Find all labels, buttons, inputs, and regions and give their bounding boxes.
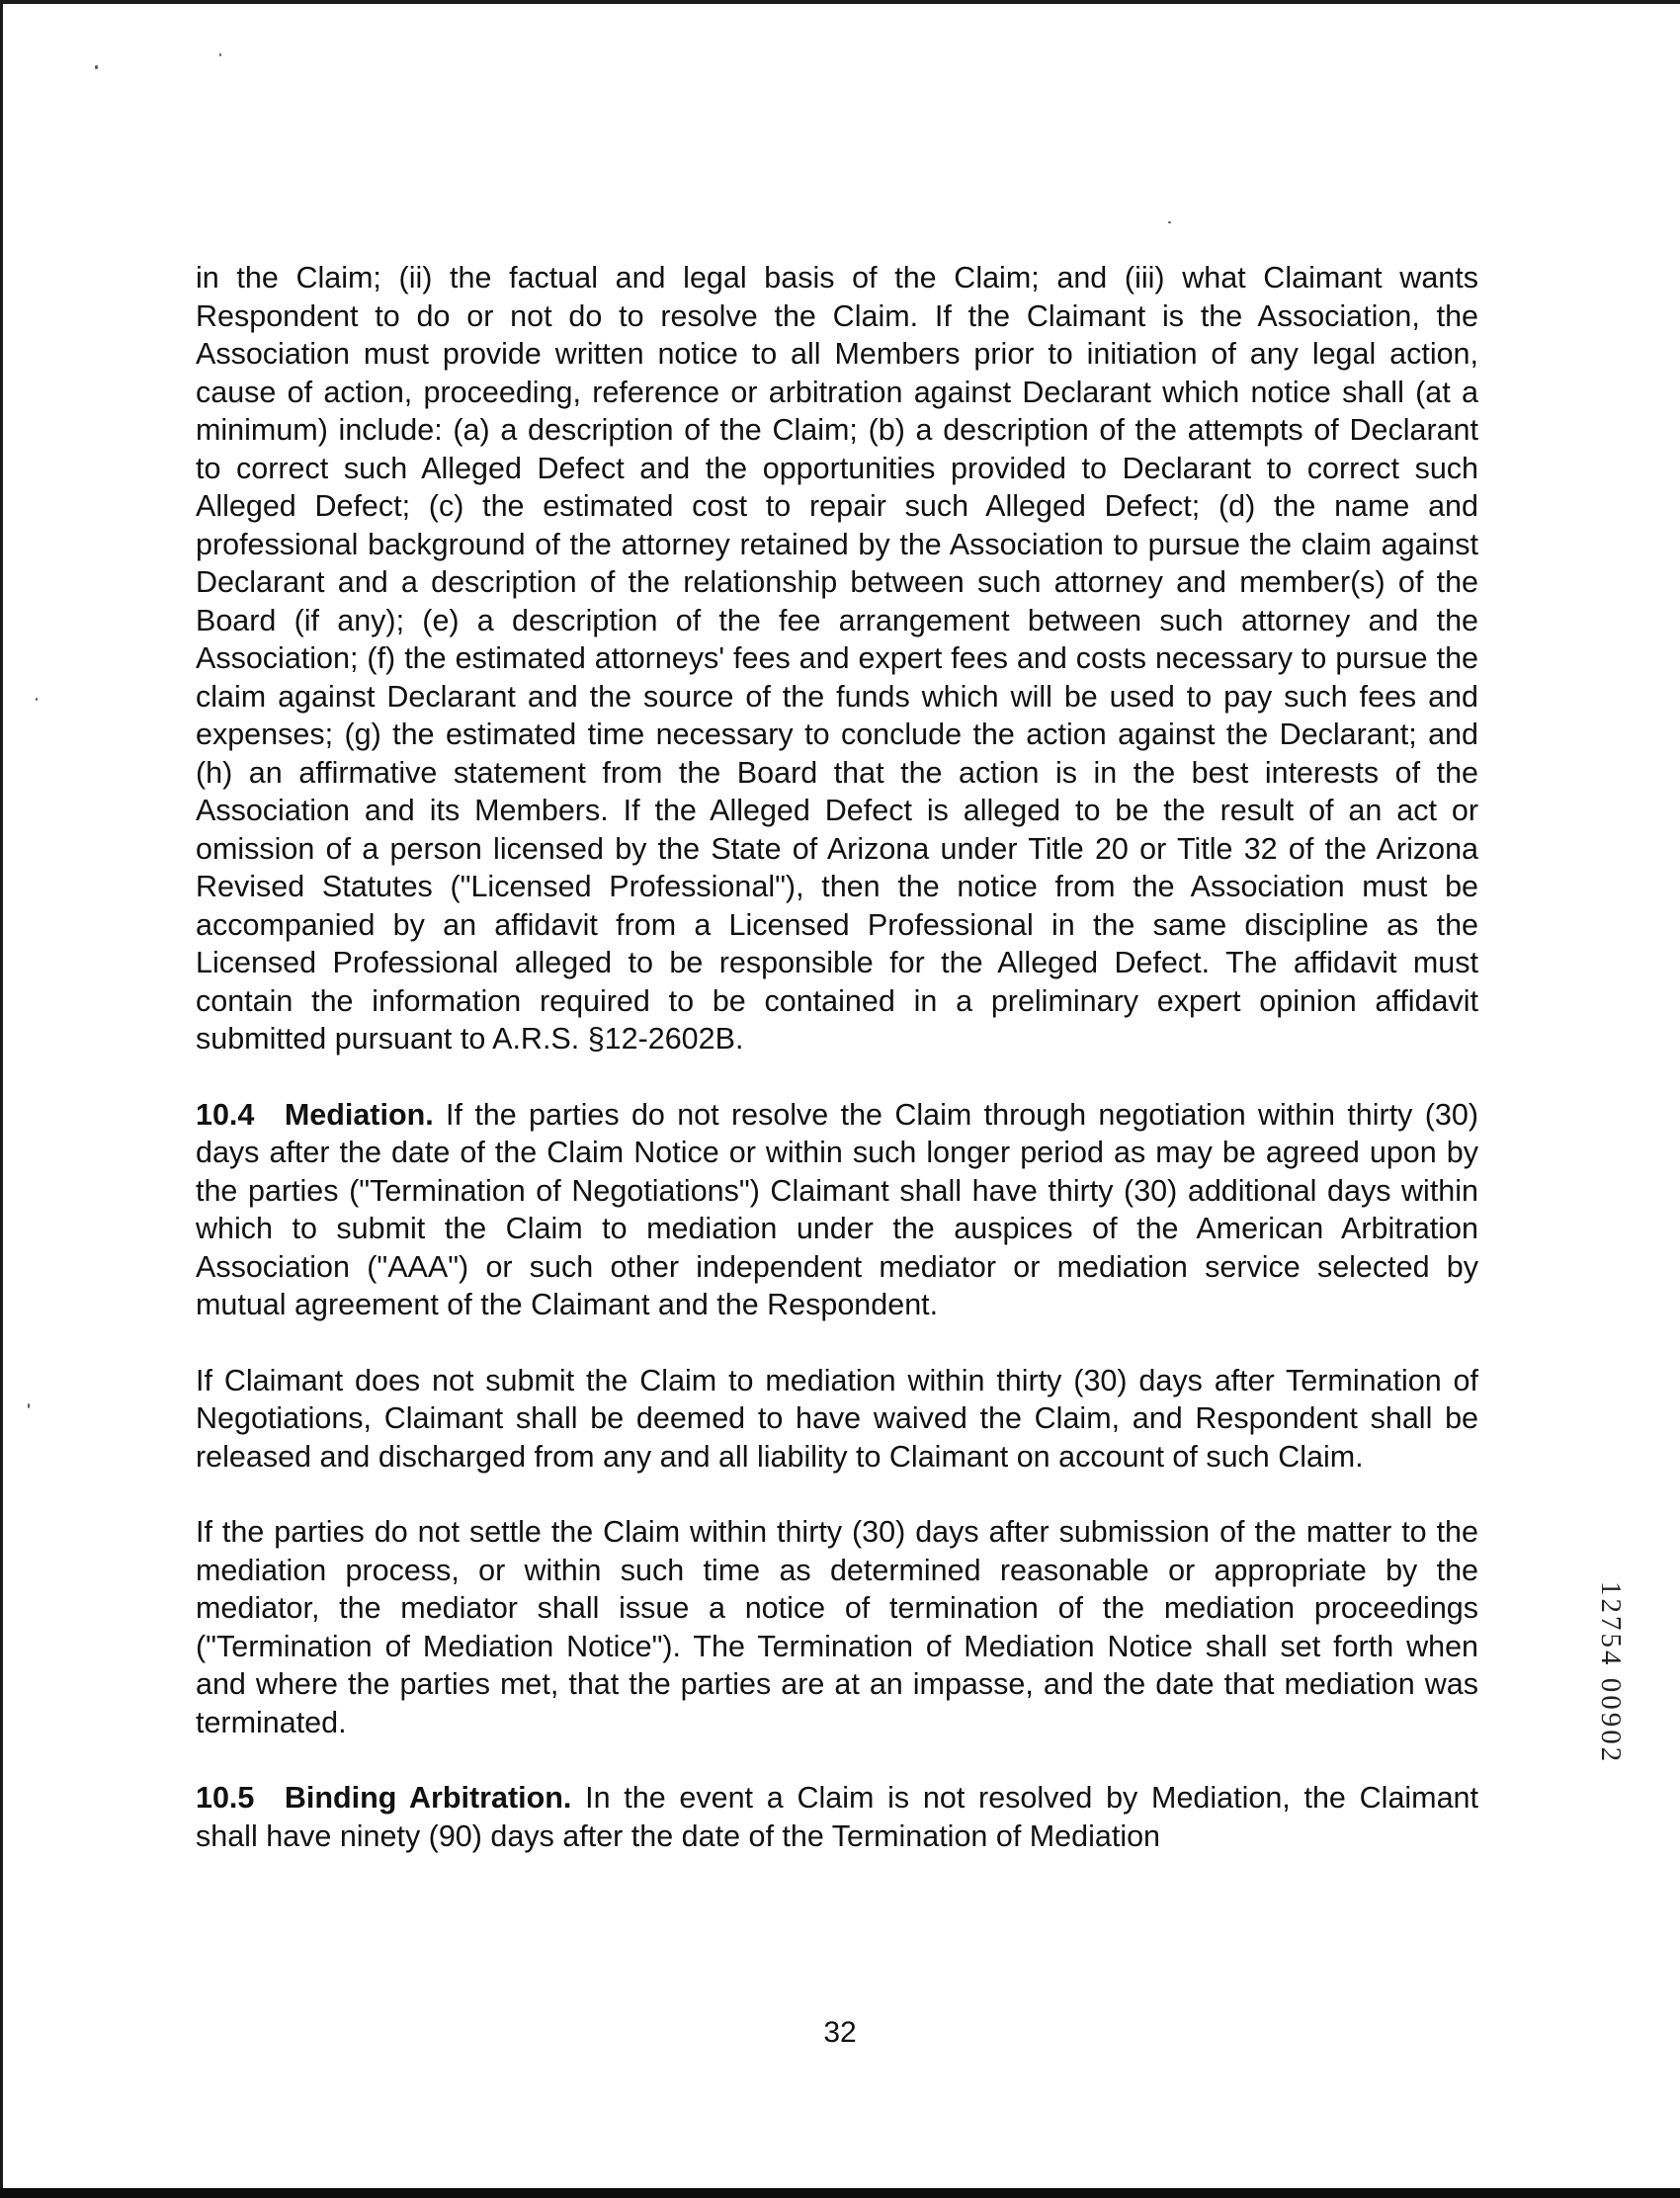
scan-speck <box>1168 221 1171 223</box>
scan-speck <box>95 65 98 69</box>
scan-top-edge <box>0 0 1680 4</box>
paragraph-text: If the parties do not settle the Claim within thirty (30) days after submission of the matter to the mediation process, or within such time as determined reasonable or appropriate by the mediator, the mediator shall issue a notice of termination of the mediation proceedings ("Termination of Mediation Notice"). The Termination of Mediation Notice shall set forth when and where the parties met, that the parties are at an impasse, and the date that mediation was terminated. <box>196 1515 1478 1739</box>
section-10-4-mediation <box>196 1096 1478 1324</box>
scan-speck <box>36 698 38 701</box>
scan-bottom-edge <box>0 2188 1680 2198</box>
paragraph-mediation-waiver <box>196 1362 1478 1477</box>
paragraph-text: If the parties do not resolve the Claim through negotiation within thirty (30) days after the date of the Claim Notice or within such longer period as may be agreed upon by the parties ("Termination of Negotiations") Claimant shall have thirty (30) additional days within which to submit the Claim to mediation under the auspices of the American Arbitration Association ("AAA") or such other independent mediator or mediation service selected by mutual agreement of the Claimant and the Respondent. <box>196 1097 1478 1321</box>
paragraph-termination-notice <box>196 1513 1478 1741</box>
recording-number-stamp: 12754 00902 <box>1595 1581 1627 1765</box>
section-10-5-binding-arbitration <box>196 1779 1478 1855</box>
paragraph-text: In the event a Claim is not resolved by Mediation, the Claimant shall have ninety (90) days after the date of the Termination of Mediation <box>196 1781 1478 1853</box>
section-title: Binding Arbitration. <box>284 1781 572 1815</box>
scan-left-edge <box>0 0 3 2198</box>
document-body <box>196 259 1478 1893</box>
section-number: 10.4 <box>196 1097 255 1132</box>
page-number: 32 <box>823 2016 857 2049</box>
scan-speck <box>219 53 221 56</box>
section-title: Mediation. <box>284 1097 434 1132</box>
scan-speck <box>28 1403 30 1408</box>
paragraph-text: If Claimant does not submit the Claim to mediation within thirty (30) days after Termination of Negotiations, Claimant shall be deemed to have waived the Claim, and Respondent shall be released and discharged from any and all liability to Claimant on account of such Claim. <box>196 1363 1478 1474</box>
section-number: 10.5 <box>196 1781 255 1815</box>
paragraph-claim-notice <box>196 259 1478 1058</box>
paragraph-text: in the Claim; (ii) the factual and legal basis of the Claim; and (iii) what Claimant wants Respondent to do or not do to resolve the Claim. If the Claimant is the Association, the Association must provide written notice to all Members prior to initiation of any legal action, cause of action, proceeding, reference or arbitration against Declarant which notice shall (at a minimum) include: (a) a description of the Claim; (b) a description of the attempts of Declarant to correct such Alleged Defect and the opportunities provided to Declarant to correct such Alleged Defect; (c) the estimated cost to repair such Alleged Defect; (d) the name and professional background of the attorney retained by the Association to pursue the claim against Declarant and a description of the relationship between such attorney and member(s) of the Board (if any); (e) a description of the fee arrangement between such attorney and the Association; (f) the estimated attorneys' fees and expert fees and costs necessary to pursue the claim against Declarant and the source of the funds which will be used to pay such fees and expenses; (g) the estimated time necessary to conclude the action against the Declarant; and (h) an affirmative statement from the Board that the action is in the best interests of the Association and its Members. If the Alleged Defect is alleged to be the result of an act or omission of a person licensed by the State of Arizona under Title 20 or Title 32 of the Arizona Revised Statutes ("Licensed Professional"), then the notice from the Association must be accompanied by an affidavit from a Licensed Professional in the same discipline as the Licensed Professional alleged to be responsible for the Alleged Defect. The affidavit must contain the information required to be contained in a preliminary expert opinion affidavit submitted pursuant to A.R.S. §12-2602B. <box>196 261 1478 1056</box>
